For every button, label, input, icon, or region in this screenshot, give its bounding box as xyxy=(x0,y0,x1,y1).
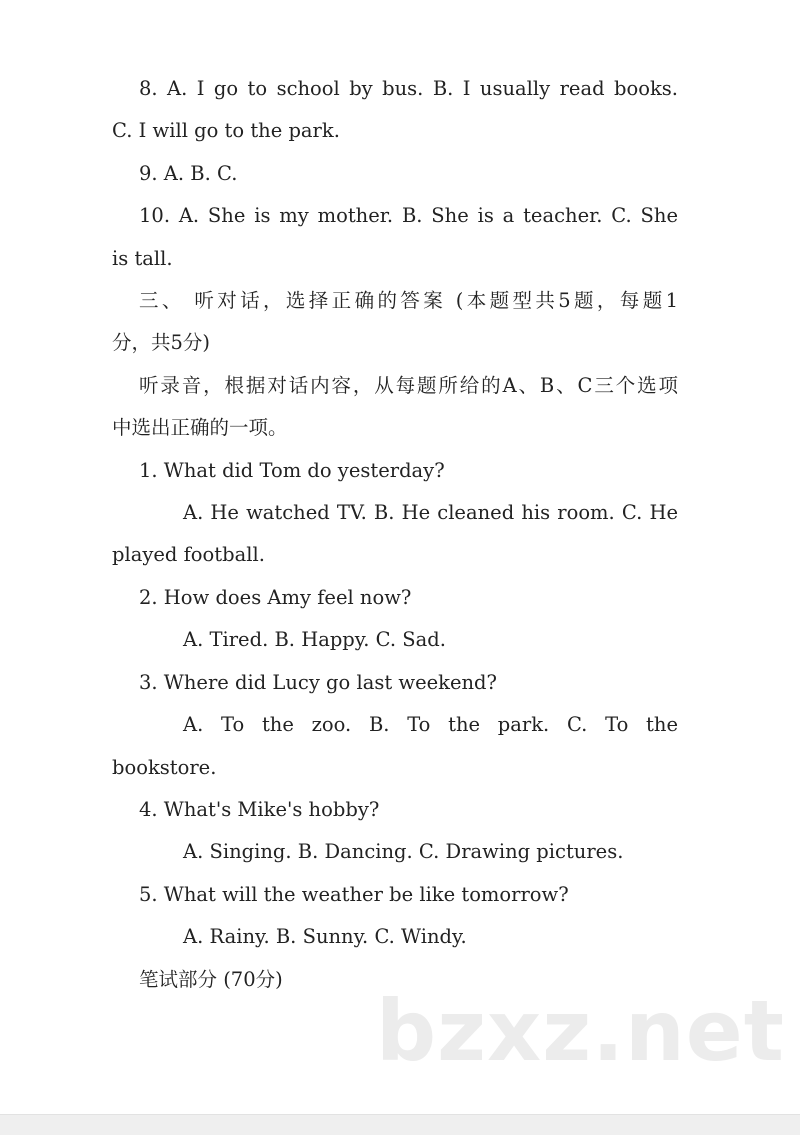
question-1-options: A. He watched TV. B. He cleaned his room. C. He xyxy=(183,501,678,525)
q9-options-line: 9. A. B. C. xyxy=(139,161,238,185)
question-4-options: A. Singing. B. Dancing. C. Drawing pictures. xyxy=(183,840,624,864)
document-body xyxy=(112,68,678,1001)
question-2-options: A. Tired. B. Happy. C. Sad. xyxy=(183,628,446,652)
question-1-options-continued: played football. xyxy=(112,543,265,567)
question-1: 1. What did Tom do yesterday? xyxy=(139,458,445,482)
question-5: 5. What will the weather be like tomorrow? xyxy=(139,882,569,906)
question-5-options: A. Rainy. B. Sunny. C. Windy. xyxy=(183,925,467,949)
question-2: 2. How does Amy feel now? xyxy=(139,585,412,609)
section-3-heading: 三、 听对话，选择正确的答案 (本题型共5题，每题1 xyxy=(139,289,678,313)
section-3-instructions-continued: 中选出正确的一项。 xyxy=(112,416,288,440)
section-3-heading-continued: 分，共5分) xyxy=(112,331,211,355)
q8-options-line: 8. A. I go to school by bus. B. I usually read books. xyxy=(139,77,678,100)
question-4: 4. What's Mike's hobby? xyxy=(139,797,380,821)
q10-options-continued: is tall. xyxy=(112,246,173,270)
question-3-options-continued: bookstore. xyxy=(112,755,217,779)
written-section-heading: 笔试部分 (70分) xyxy=(139,967,283,991)
q10-options-line: 10. A. She is my mother. B. She is a teacher. C. She xyxy=(139,204,678,228)
page-bottom-edge xyxy=(0,1114,800,1135)
question-3: 3. Where did Lucy go last weekend? xyxy=(139,670,497,694)
section-3-instructions: 听录音，根据对话内容，从每题所给的A、B、C三个选项 xyxy=(139,373,678,397)
q8-options-continued: C. I will go to the park. xyxy=(112,119,340,143)
question-3-options: A. To the zoo. B. To the park. C. To the xyxy=(183,713,678,737)
site-watermark: bzxz.net xyxy=(376,982,785,1080)
